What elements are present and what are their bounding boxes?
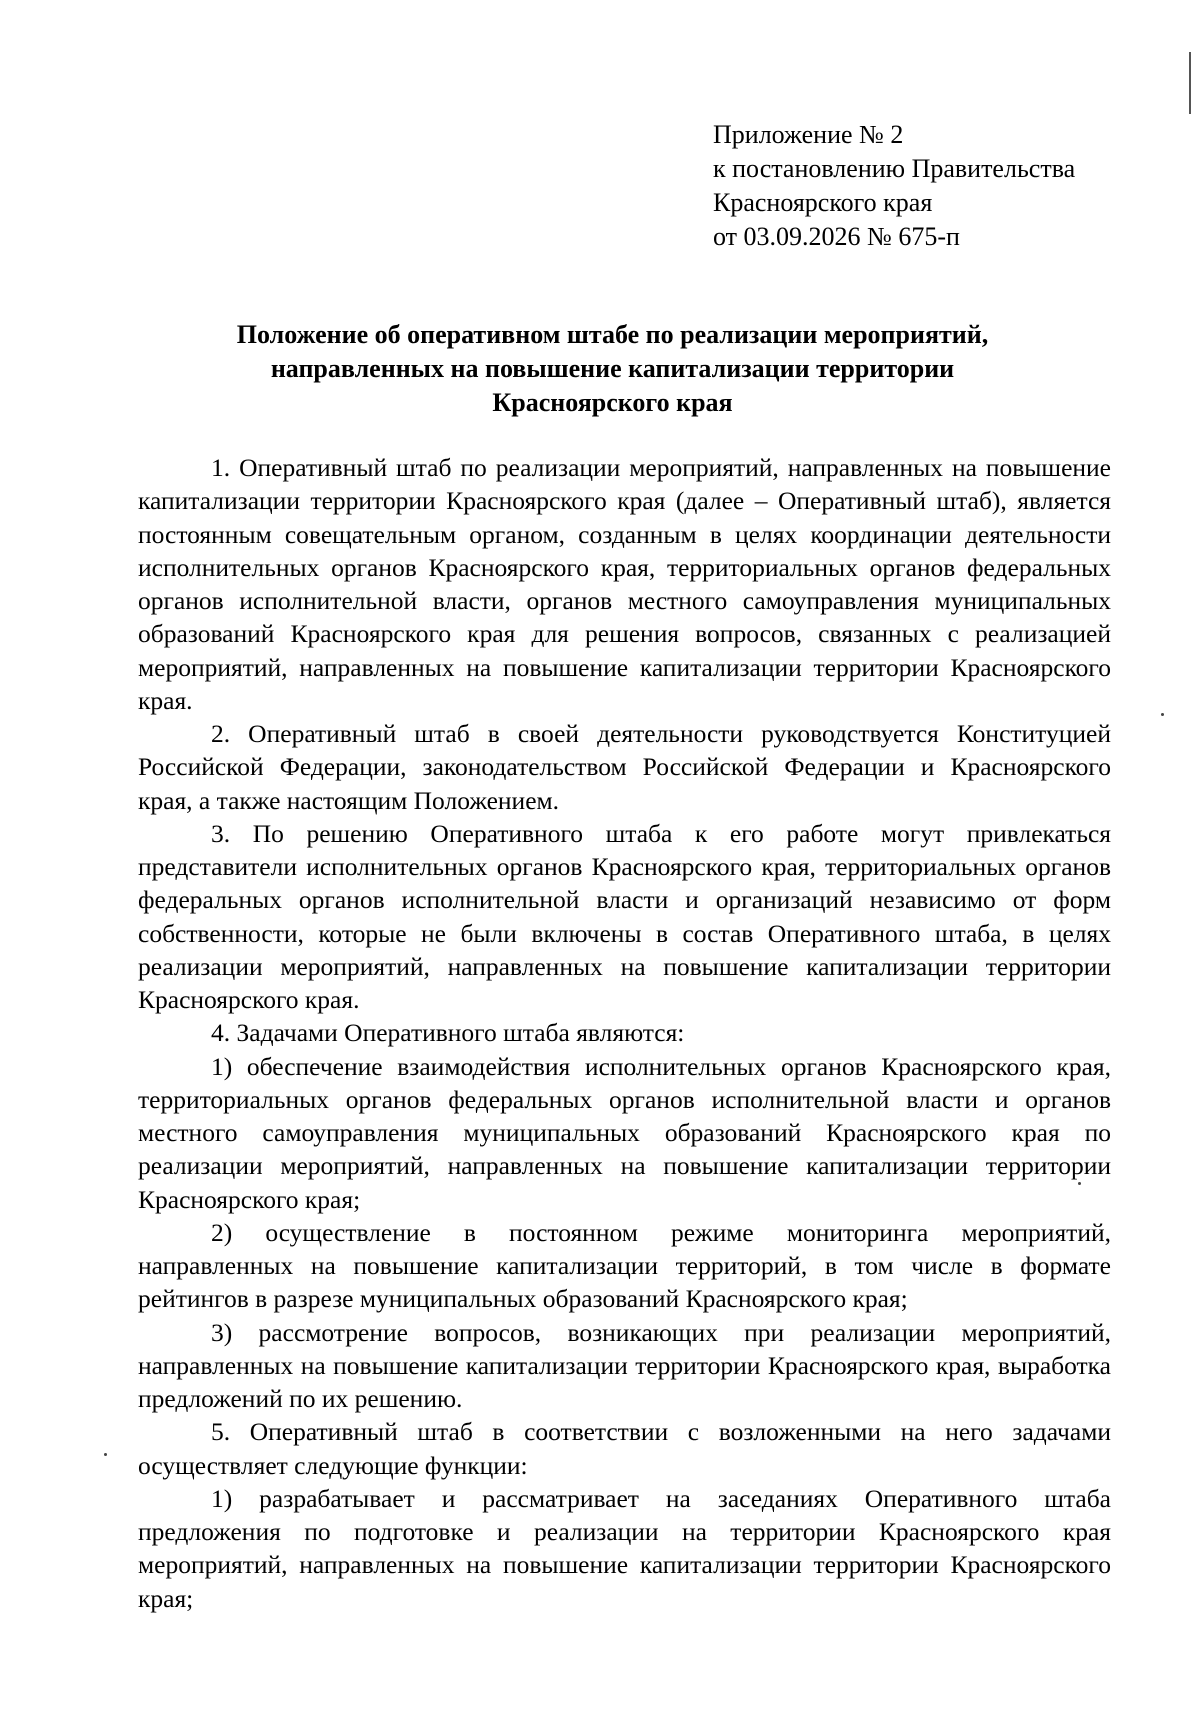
- scan-speck: [104, 1453, 107, 1456]
- attachment-region: Красноярского края: [713, 188, 933, 217]
- paragraph-5: 5. Оперативный штаб в соответствии с возложенными на него задачами осуществляет следующие функции:: [138, 1417, 1111, 1480]
- title-line-2: направленных на повышение капитализации территории: [270, 354, 955, 383]
- paragraph-4-item-1: 1) обеспечение взаимодействия исполнительных органов Красноярского края, территориальных органов федеральных органов исполнительной власти и органов местного самоуправления муниципальных образований Красноярского края по реализации мероприятий, направленных на повышение капитализации территории Красноярского края;: [138, 1051, 1111, 1214]
- attachment-date-number: от 03.09.2026 № 675-п: [713, 222, 960, 251]
- scan-speck: [1078, 1182, 1081, 1185]
- paragraph-3: 3. По решению Оперативного штаба к его работе могут привлекаться представители исполнительных органов Красноярского края, территориальных органов федеральных органов исполнительной власти и организаций независимо от форм собственности, которые не были включены в состав Оперативного штаба, в целях реализации мероприятий, направленных на повышение капитализации территории Красноярского края.: [138, 818, 1111, 1014]
- document-title: [140, 318, 1085, 420]
- document-body: [138, 451, 1111, 1615]
- paragraph-2: 2. Оперативный штаб в своей деятельности руководствуется Конституцией Российской Федерации, законодательством Российской Федерации и Красноярского края, а также настоящим Положением.: [138, 719, 1111, 815]
- scan-speck: [1161, 713, 1164, 716]
- paragraph-5-item-1: 1) разрабатывает и рассматривает на заседаниях Оперативного штаба предложения по подготовке и реализации на территории Красноярского края мероприятий, направленных на повышение капитализации территории Красноярского края;: [138, 1483, 1111, 1613]
- title-line-1: Положение об оперативном штабе по реализации мероприятий,: [236, 320, 989, 349]
- paragraph-4-item-3: 3) рассмотрение вопросов, возникающих при реализации мероприятий, направленных на повышение капитализации территории Красноярского края, выработка предложений по их решению.: [138, 1317, 1111, 1413]
- attachment-reference: к постановлению Правительства: [713, 154, 1076, 183]
- paragraph-1: 1. Оперативный штаб по реализации мероприятий, направленных на повышение капитализации территории Красноярского края (далее – Оперативный штаб), является постоянным совещательным органом, созданным в целях координации деятельности исполнительных органов Красноярского края, территориальных органов федеральных органов исполнительной власти, органов местного самоуправления муниципальных образований Красноярского края для решения вопросов, связанных с реализацией мероприятий, направленных на повышение капитализации территории Красноярского края.: [138, 453, 1111, 715]
- paragraph-4-item-2: 2) осуществление в постоянном режиме мониторинга мероприятий, направленных на повышение капитализации территорий, в том числе в формате рейтингов в разрезе муниципальных образований Красноярского края;: [138, 1217, 1111, 1314]
- attachment-number: Приложение № 2: [713, 120, 904, 149]
- paragraph-4: 4. Задачами Оперативного штаба являются:: [211, 1018, 685, 1048]
- attachment-header: [713, 118, 1183, 254]
- scan-edge-mark: [1189, 52, 1191, 114]
- title-line-3: Красноярского края: [492, 388, 733, 417]
